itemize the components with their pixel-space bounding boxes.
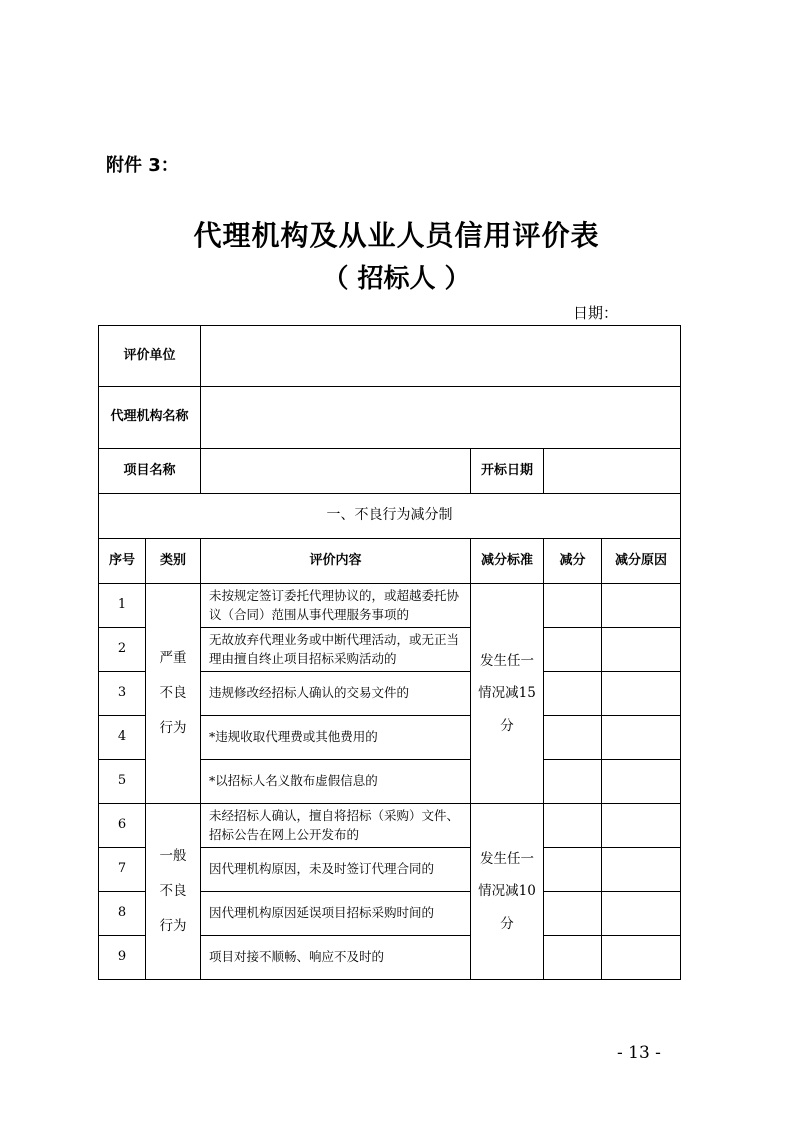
reason-field[interactable] <box>602 892 681 936</box>
bid-date-label: 开标日期 <box>471 449 544 494</box>
deduction-field[interactable] <box>544 628 602 672</box>
evaluator-label: 评价单位 <box>99 326 201 387</box>
project-name-label: 项目名称 <box>99 449 201 494</box>
document-subtitle: （ 招标人 ） <box>322 264 471 294</box>
reason-field[interactable] <box>602 584 681 628</box>
header-deduction: 减分 <box>544 539 602 584</box>
header-category: 类别 <box>146 539 201 584</box>
deduction-standard-cell <box>471 584 544 804</box>
category-cell <box>146 584 201 804</box>
standard-line: 分 <box>500 915 514 932</box>
row-number: 1 <box>99 584 146 628</box>
category-cell <box>146 804 201 980</box>
row-number: 9 <box>99 936 146 980</box>
bid-date-field[interactable] <box>544 449 681 494</box>
deduction-field[interactable] <box>544 848 602 892</box>
header-reason: 减分原因 <box>602 539 681 584</box>
standard-line: 发生任一 <box>480 850 535 867</box>
deduction-field[interactable] <box>544 760 602 804</box>
attachment-label: 附件 3： <box>106 155 179 176</box>
table-row <box>99 584 681 628</box>
deduction-field[interactable] <box>544 716 602 760</box>
header-no: 序号 <box>99 539 146 584</box>
evaluation-content: 因代理机构原因，未及时签订代理合同的 <box>201 848 471 892</box>
reason-field[interactable] <box>602 936 681 980</box>
evaluator-field[interactable] <box>201 326 681 387</box>
deduction-field[interactable] <box>544 804 602 848</box>
row-number: 8 <box>99 892 146 936</box>
category-line: 行为 <box>159 720 187 737</box>
evaluation-content: 未按规定签订委托代理协议的，或超越委托协议（合同）范围从事代理服务事项的 <box>201 584 471 628</box>
row-number: 4 <box>99 716 146 760</box>
project-name-field[interactable] <box>201 449 471 494</box>
evaluation-content: *以招标人名义散布虚假信息的 <box>201 760 471 804</box>
row-number: 7 <box>99 848 146 892</box>
evaluation-content: 项目对接不顺畅、响应不及时的 <box>201 936 471 980</box>
credit-evaluation-table <box>98 325 681 980</box>
evaluation-content: *违规收取代理费或其他费用的 <box>201 716 471 760</box>
reason-field[interactable] <box>602 804 681 848</box>
deduction-field[interactable] <box>544 672 602 716</box>
row-number: 3 <box>99 672 146 716</box>
reason-field[interactable] <box>602 716 681 760</box>
deduction-standard-cell <box>471 804 544 980</box>
section-title: 一、不良行为减分制 <box>99 494 681 539</box>
standard-line: 情况减15 <box>478 685 536 702</box>
category-line: 不良 <box>159 684 187 701</box>
reason-field[interactable] <box>602 628 681 672</box>
evaluation-content: 违规修改经招标人确认的交易文件的 <box>201 672 471 716</box>
reason-field[interactable] <box>602 760 681 804</box>
standard-line: 情况减10 <box>478 883 536 900</box>
table-row <box>99 804 681 848</box>
row-number: 5 <box>99 760 146 804</box>
page-number: - 13 - <box>617 1043 661 1063</box>
document-title: 代理机构及从业人员信用评价表 <box>193 219 600 252</box>
date-label: 日期： <box>573 304 619 322</box>
row-number: 2 <box>99 628 146 672</box>
agency-name-label: 代理机构名称 <box>99 387 201 449</box>
evaluation-content: 因代理机构原因延误项目招标采购时间的 <box>201 892 471 936</box>
evaluation-content: 未经招标人确认，擅自将招标（采购）文件、招标公告在网上公开发布的 <box>201 804 471 848</box>
header-content: 评价内容 <box>201 539 471 584</box>
deduction-field[interactable] <box>544 584 602 628</box>
category-line: 不良 <box>159 882 187 899</box>
standard-line: 分 <box>500 717 514 734</box>
category-line: 一般 <box>159 847 187 864</box>
deduction-field[interactable] <box>544 892 602 936</box>
deduction-field[interactable] <box>544 936 602 980</box>
category-line: 严重 <box>159 649 187 666</box>
evaluation-content: 无故放弃代理业务或中断代理活动，或无正当理由擅自终止项目招标采购活动的 <box>201 628 471 672</box>
standard-line: 发生任一 <box>480 652 535 669</box>
agency-name-field[interactable] <box>201 387 681 449</box>
category-line: 行为 <box>159 918 187 935</box>
header-standard: 减分标准 <box>471 539 544 584</box>
reason-field[interactable] <box>602 672 681 716</box>
row-number: 6 <box>99 804 146 848</box>
reason-field[interactable] <box>602 848 681 892</box>
